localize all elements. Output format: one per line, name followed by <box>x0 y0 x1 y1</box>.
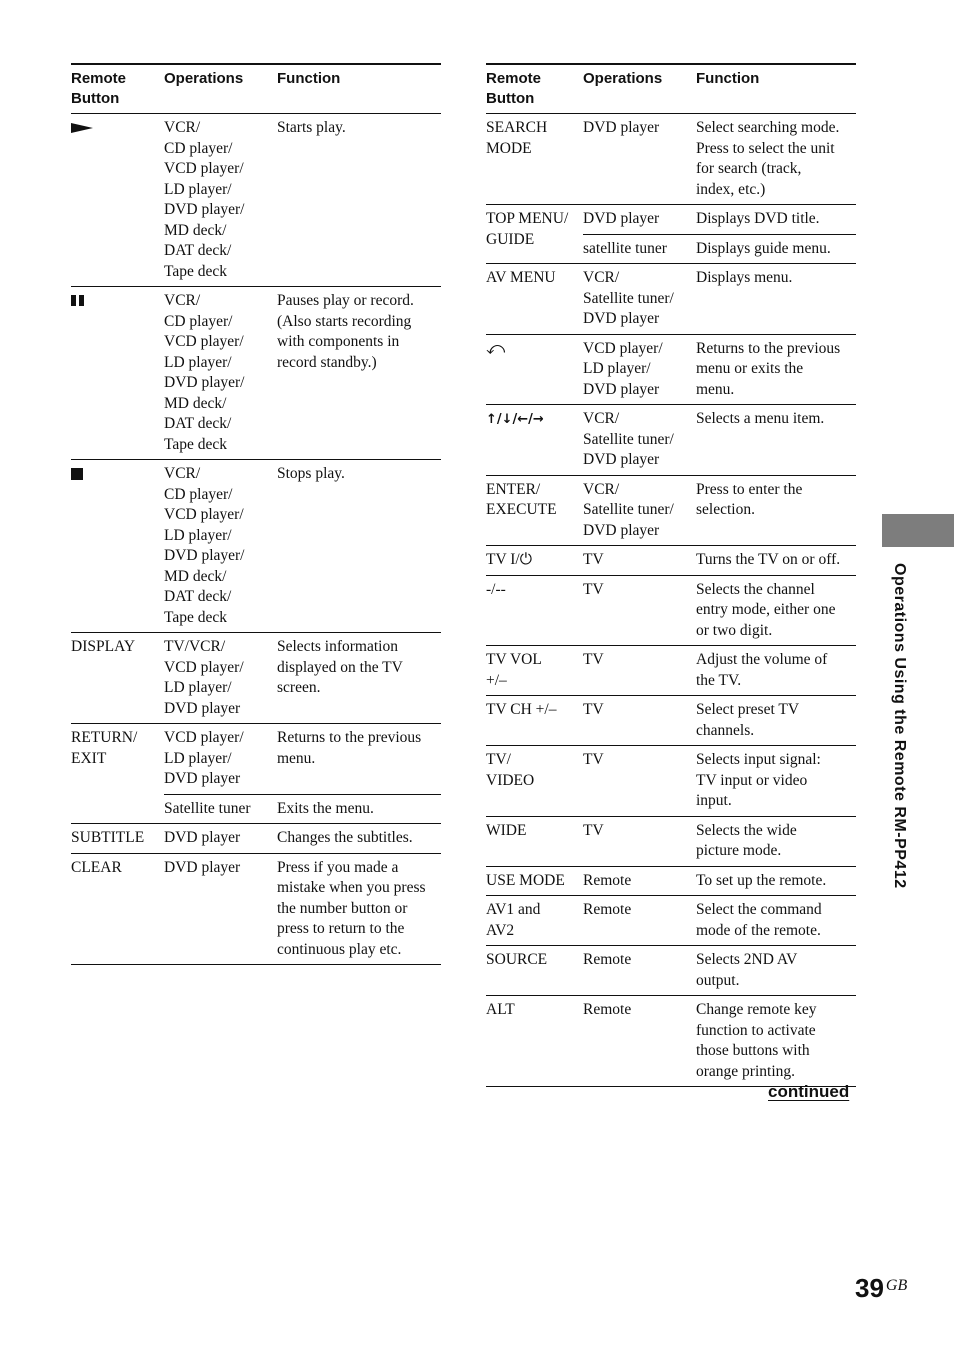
function-cell: Selects information displayed on the TV screen. <box>277 633 441 724</box>
button-cell: RETURN/ EXIT <box>71 724 164 824</box>
left-function-table <box>71 63 441 965</box>
continued-label: continued <box>768 1082 850 1101</box>
page-number-value: 39 <box>855 1273 884 1303</box>
table-row <box>486 696 856 746</box>
button-cell: AV MENU <box>486 264 583 335</box>
operations-cell: DVD player <box>583 114 696 205</box>
operations-cell: TV <box>583 646 696 696</box>
table-row <box>486 646 856 696</box>
table-row <box>486 205 856 235</box>
table-row <box>71 633 441 724</box>
button-cell: AV1 and AV2 <box>486 896 583 946</box>
button-cell <box>486 405 583 476</box>
button-cell <box>71 460 164 633</box>
table-header-row <box>71 64 441 114</box>
operations-cell: TV <box>583 575 696 646</box>
button-cell: TV CH +/– <box>486 696 583 746</box>
page-number-suffix: GB <box>885 1277 908 1294</box>
header-function: Function <box>277 64 441 114</box>
table-row <box>486 264 856 335</box>
table-row <box>71 824 441 854</box>
operations-cell: DVD player <box>164 853 277 965</box>
function-cell: Selects a menu item. <box>696 405 856 476</box>
button-cell: TOP MENU/ GUIDE <box>486 205 583 264</box>
table-row <box>71 460 441 633</box>
button-cell: ENTER/ EXECUTE <box>486 475 583 546</box>
function-cell: Press if you made a mistake when you press the number button or press to return to the continuous play etc. <box>277 853 441 965</box>
header-operations: Operations <box>583 64 696 114</box>
operations-cell: TV <box>583 546 696 576</box>
function-cell: Selects 2ND AV output. <box>696 946 856 996</box>
operations-cell: Remote <box>583 896 696 946</box>
button-cell: ALT <box>486 996 583 1087</box>
section-tab-marker <box>882 514 954 547</box>
table-row <box>486 546 856 576</box>
function-cell: Press to enter the selection. <box>696 475 856 546</box>
operations-cell: Remote <box>583 946 696 996</box>
table-row <box>486 575 856 646</box>
table-row <box>486 114 856 205</box>
header-operations: Operations <box>164 64 277 114</box>
pause-icon <box>71 295 84 306</box>
header-function: Function <box>696 64 856 114</box>
table-row <box>486 866 856 896</box>
button-cell <box>71 114 164 287</box>
function-cell: Exits the menu. <box>277 794 441 824</box>
table-row <box>486 996 856 1087</box>
arrow-keys-icon: ↑/↓/←/→ <box>486 412 544 427</box>
section-side-title: Operations Using the Remote RM-PP412 <box>891 563 908 889</box>
button-cell: DISPLAY <box>71 633 164 724</box>
function-cell: Displays menu. <box>696 264 856 335</box>
operations-cell: TV <box>583 816 696 866</box>
button-cell <box>71 287 164 460</box>
operations-cell: DVD player <box>583 205 696 235</box>
button-cell: WIDE <box>486 816 583 866</box>
function-cell: Select the command mode of the remote. <box>696 896 856 946</box>
table-row <box>486 746 856 817</box>
function-cell: Returns to the previous menu. <box>277 724 441 795</box>
operations-cell: VCD player/ LD player/ DVD player <box>583 334 696 405</box>
function-cell: Selects the wide picture mode. <box>696 816 856 866</box>
operations-cell: Remote <box>583 866 696 896</box>
button-cell: SEARCH MODE <box>486 114 583 205</box>
operations-cell: Remote <box>583 996 696 1087</box>
button-cell: SUBTITLE <box>71 824 164 854</box>
table-row <box>486 334 856 405</box>
function-cell: Select searching mode. Press to select the unit for search (track, index, etc.) <box>696 114 856 205</box>
button-cell: CLEAR <box>71 853 164 965</box>
function-cell: Select preset TV channels. <box>696 696 856 746</box>
operations-cell: VCR/ Satellite tuner/ DVD player <box>583 264 696 335</box>
table-row <box>71 853 441 965</box>
operations-cell: Satellite tuner <box>164 794 277 824</box>
operations-cell: TV <box>583 746 696 817</box>
table-header-row <box>486 64 856 114</box>
function-cell: Turns the TV on or off. <box>696 546 856 576</box>
function-cell: Returns to the previous menu or exits the menu. <box>696 334 856 405</box>
table-row <box>486 896 856 946</box>
header-remote-button: Remote Button <box>486 64 583 114</box>
play-icon <box>71 123 93 133</box>
function-cell: Stops play. <box>277 460 441 633</box>
operations-cell: TV/VCR/ VCD player/ LD player/ DVD player <box>164 633 277 724</box>
header-remote-button: Remote Button <box>71 64 164 114</box>
operations-cell: satellite tuner <box>583 234 696 264</box>
function-cell: To set up the remote. <box>696 866 856 896</box>
function-cell: Pauses play or record. (Also starts recording with components in record standby.) <box>277 287 441 460</box>
function-cell: Change remote key function to activate those buttons with orange printing. <box>696 996 856 1087</box>
function-cell: Displays guide menu. <box>696 234 856 264</box>
operations-cell: DVD player <box>164 824 277 854</box>
table-row <box>486 816 856 866</box>
table-row <box>486 475 856 546</box>
operations-cell: VCR/ CD player/ VCD player/ LD player/ DVD player/ MD deck/ DAT deck/ Tape deck <box>164 114 277 287</box>
function-cell: Adjust the volume of the TV. <box>696 646 856 696</box>
table-row <box>486 946 856 996</box>
right-function-table <box>486 63 856 1087</box>
function-cell: Displays DVD title. <box>696 205 856 235</box>
stop-icon <box>71 468 83 480</box>
operations-cell: VCR/ Satellite tuner/ DVD player <box>583 475 696 546</box>
button-cell: TV VOL +/– <box>486 646 583 696</box>
function-cell: Selects input signal: TV input or video input. <box>696 746 856 817</box>
button-cell: -/-- <box>486 575 583 646</box>
operations-cell: VCD player/ LD player/ DVD player <box>164 724 277 795</box>
table-row <box>71 724 441 795</box>
operations-cell: VCR/ Satellite tuner/ DVD player <box>583 405 696 476</box>
operations-cell: VCR/ CD player/ VCD player/ LD player/ DVD player/ MD deck/ DAT deck/ Tape deck <box>164 460 277 633</box>
operations-cell: TV <box>583 696 696 746</box>
function-cell: Selects the channel entry mode, either one or two digit. <box>696 575 856 646</box>
table-row <box>71 287 441 460</box>
function-cell: Starts play. <box>277 114 441 287</box>
button-cell: TV/ VIDEO <box>486 746 583 817</box>
operations-cell: VCR/ CD player/ VCD player/ LD player/ DVD player/ MD deck/ DAT deck/ Tape deck <box>164 287 277 460</box>
button-cell <box>486 334 583 405</box>
return-arrow-icon: ⤺ <box>486 337 506 359</box>
table-row <box>71 114 441 287</box>
function-cell: Changes the subtitles. <box>277 824 441 854</box>
table-row <box>486 405 856 476</box>
button-cell: USE MODE <box>486 866 583 896</box>
page-number <box>855 1273 907 1303</box>
button-cell: SOURCE <box>486 946 583 996</box>
button-cell: TV I/⏻ <box>486 546 583 576</box>
